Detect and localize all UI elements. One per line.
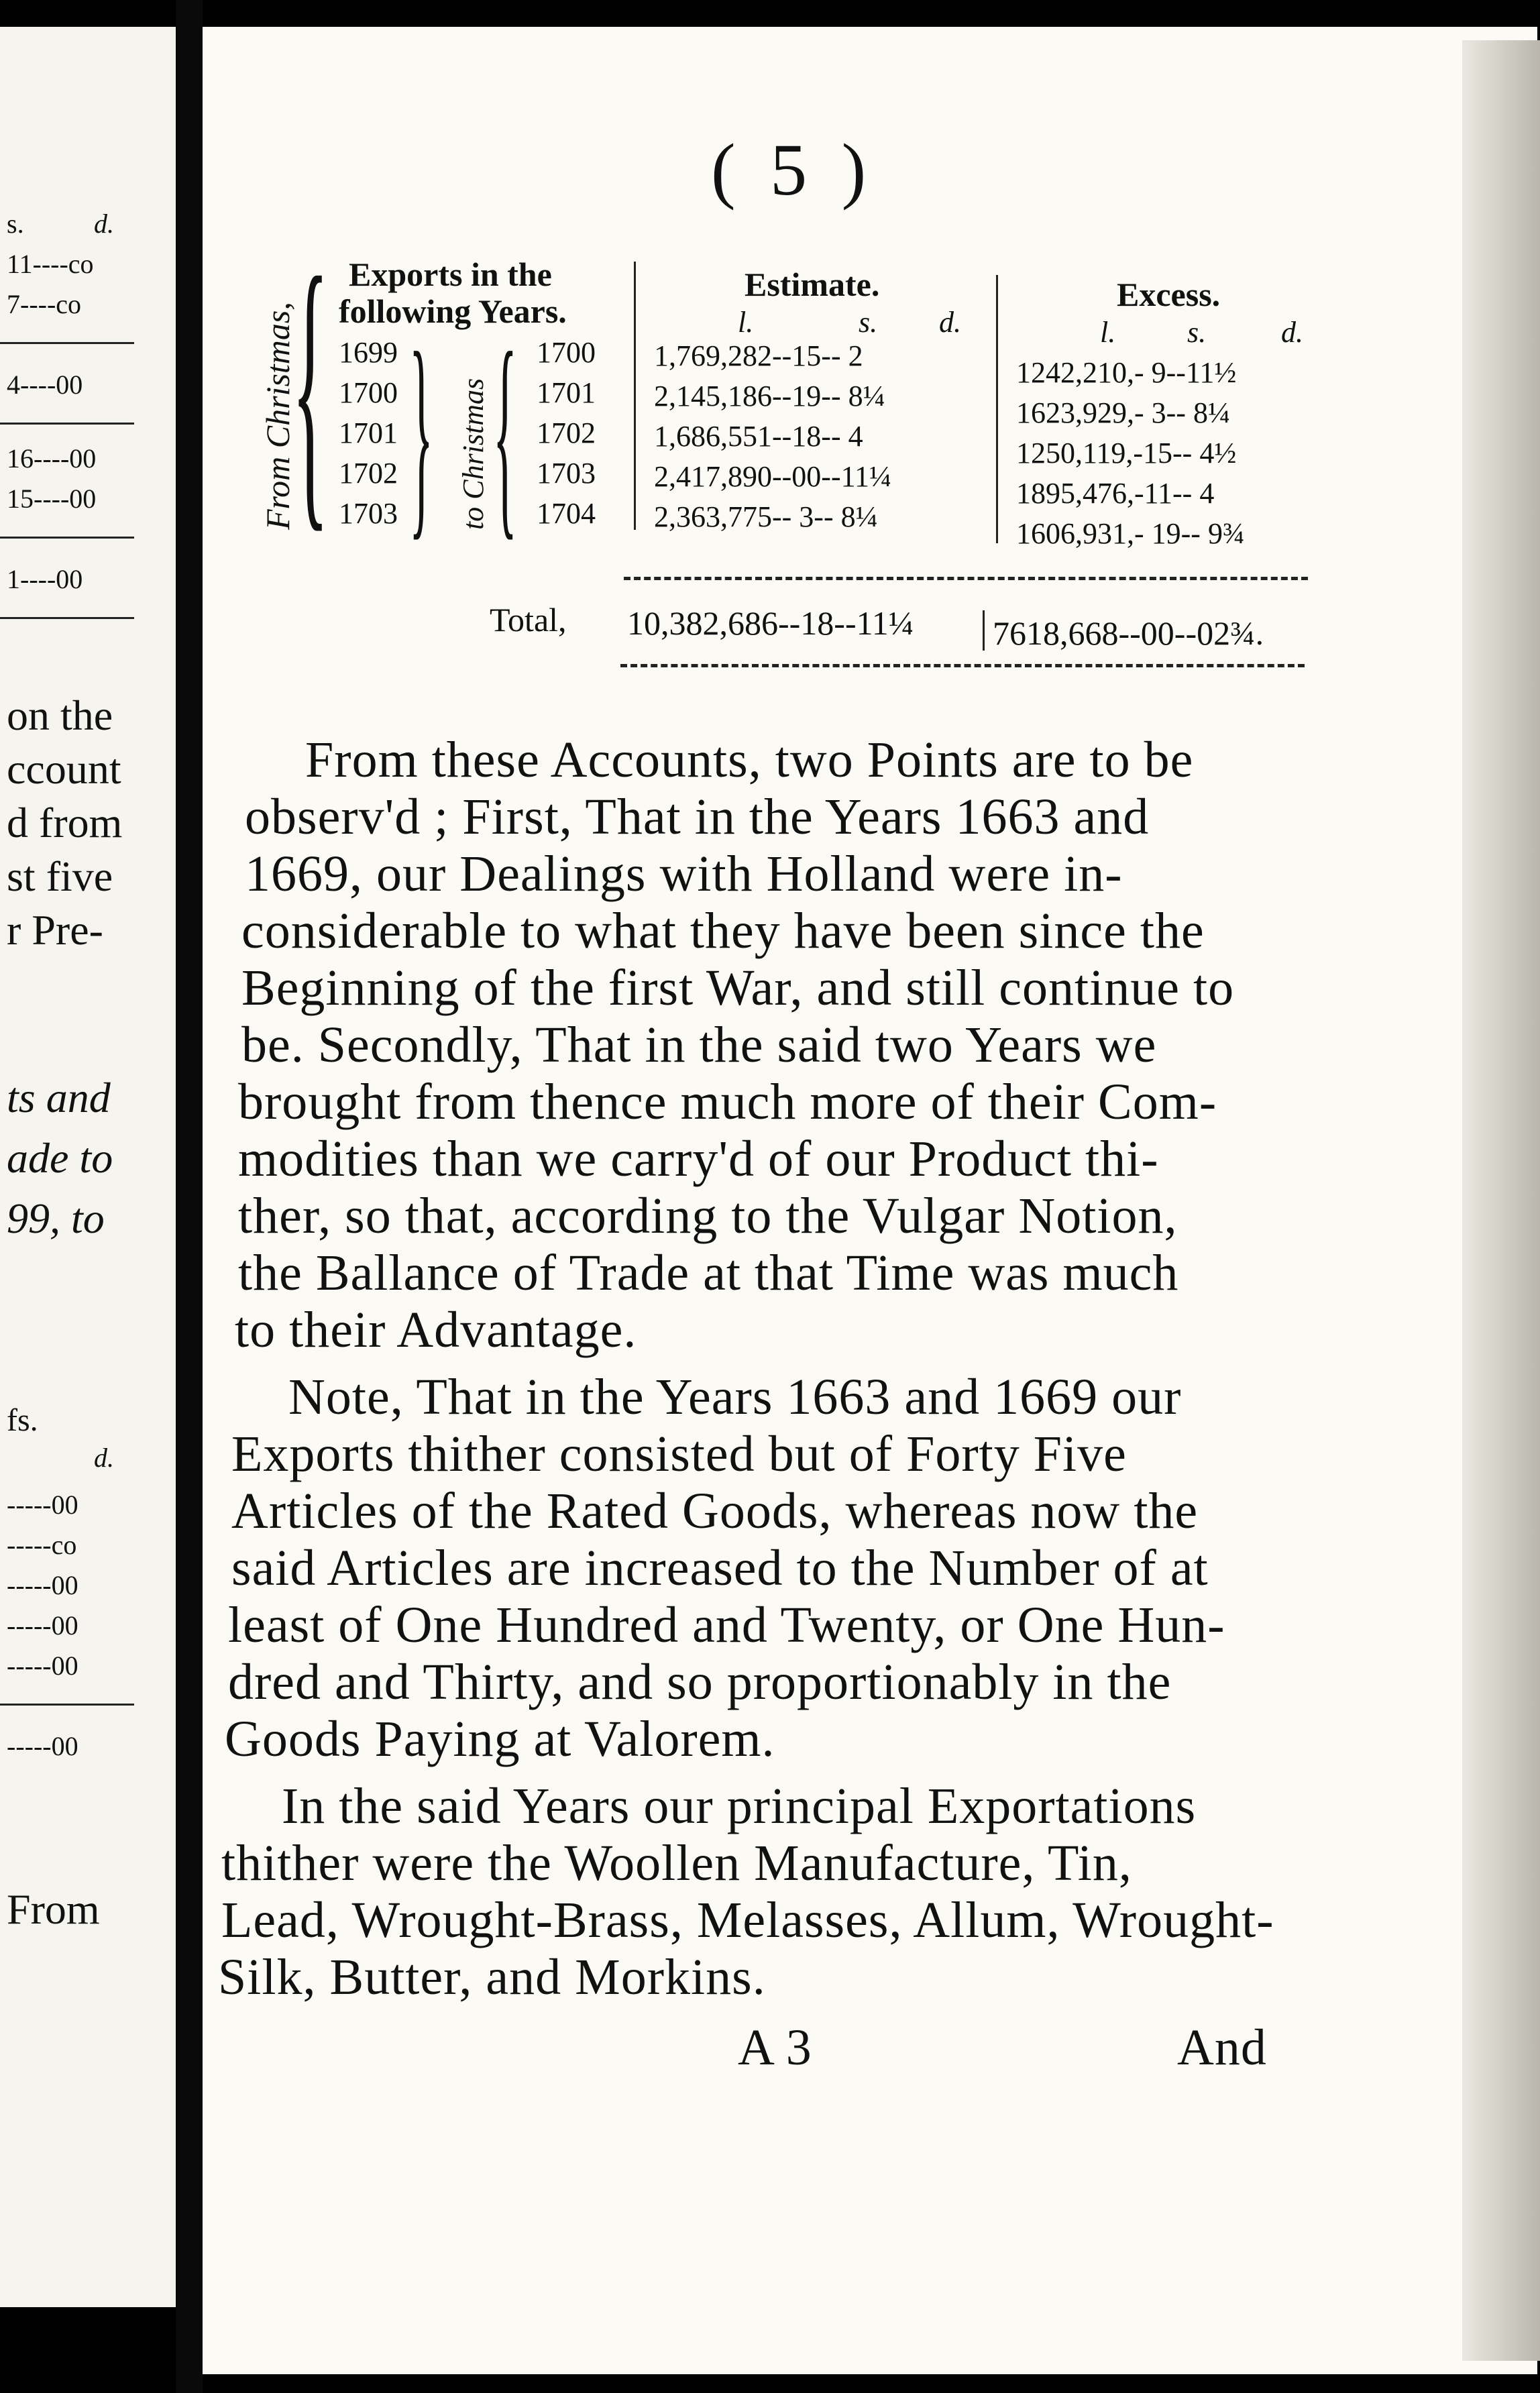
left-row: 11----co [7,249,94,279]
vertical-label-to: to Christmas [457,378,490,530]
paragraph-1-line: Beginning of the first War, and still continue to [241,960,1235,1016]
left-row: 1----00 [7,564,83,594]
left-text-line: d from [7,799,123,846]
year-to: 1702 [537,416,596,449]
paragraph-1-line: modities than we carry'd of our Product thi- [238,1131,1159,1187]
left-row: 16----00 [7,443,97,474]
excess-value: 1242,210,- 9--11½ [1016,356,1237,389]
left-row: -----00 [7,1610,78,1640]
middle-brace: } [409,306,433,559]
table-rule-above-total [624,577,1308,580]
total-estimate: 10,382,686--18--11¼ [627,604,914,642]
left-rule [0,537,134,539]
paragraph-1-line: From these Accounts, two Points are to be [305,732,1194,788]
year-to: 1700 [537,336,596,369]
left-row: -----00 [7,1651,78,1681]
left-header-s: s. [7,209,24,239]
vertical-label-from: From Christmas, [259,302,296,530]
estimate-value: 1,686,551--18-- 4 [654,420,863,453]
paragraph-1-line: be. Secondly, That in the said two Years we [241,1017,1157,1073]
paragraph-2-line: Goods Paying at Valorem. [225,1711,775,1767]
year-from: 1701 [339,416,398,449]
left-row: -----00 [7,1570,78,1600]
estimate-value: 2,363,775-- 3-- 8¼ [654,500,878,533]
left-text-line: ccount [7,745,121,793]
paragraph-1-line: the Ballance of Trade at that Time was much [238,1245,1179,1301]
excess-value: 1250,119,-15-- 4½ [1016,437,1237,469]
paragraph-1-line: observ'd ; First, That in the Years 1663 and [245,789,1150,845]
paragraph-2-line: Exports thither consisted but of Forty Five [231,1426,1127,1482]
left-rule [0,423,134,425]
left-header-d: d. [94,209,114,239]
paragraph-2-line: Note, That in the Years 1663 and 1669 our [288,1369,1182,1425]
paragraph-3-line: Lead, Wrought-Brass, Melasses, Allum, Wrought- [221,1892,1274,1948]
page-number: ( 5 ) [711,129,875,211]
left-row: -----00 [7,1731,78,1761]
year-to: 1701 [537,376,596,409]
total-excess: 7618,668--00--02¾. [993,614,1264,652]
left-from-word: From [7,1885,100,1933]
paragraph-3-line: thither were the Woollen Manufacture, Tin, [221,1835,1132,1891]
page-edge-shadow [1462,40,1540,2361]
excess-value: 1623,929,- 3-- 8¼ [1016,396,1230,429]
left-row: 4----00 [7,370,83,400]
estimate-value: 1,769,282--15-- 2 [654,339,863,372]
left-row: -----00 [7,1490,78,1520]
year-from: 1702 [339,457,398,490]
paragraph-2-line: dred and Thirty, and so proportionably in the [228,1654,1172,1710]
paragraph-1-line: ther, so that, according to the Vulgar Notion, [238,1188,1178,1244]
left-italic-line: ade to [7,1134,113,1182]
left-facing-page [0,27,176,2307]
excess-value: 1895,476,-11-- 4 [1016,477,1215,510]
left-rule [0,617,134,619]
exports-header-line1: Exports in the [349,256,552,293]
excess-unit-d: d. [1281,316,1303,349]
left-d-label: d. [94,1443,114,1473]
year-to: 1704 [537,497,596,530]
left-brace: { [292,215,329,557]
year-to: 1703 [537,457,596,490]
book-gutter [176,0,203,2393]
exports-header-line2: following Years. [339,292,567,330]
estimate-header: Estimate. [745,266,880,303]
left-text-line: st five [7,852,113,900]
table-column-rule [634,262,636,530]
estimate-unit-d: d. [939,306,961,339]
table-rule-below-total [620,664,1305,667]
right-brace: { [493,306,517,559]
total-label: Total, [490,601,567,638]
year-from: 1700 [339,376,398,409]
paragraph-3-line: In the said Years our principal Exportations [282,1778,1197,1834]
left-row: -----co [7,1530,77,1560]
left-row: 15----00 [7,484,97,514]
signature-mark: A 3 [738,2019,812,2076]
paragraph-1-line: 1669, our Dealings with Holland were in- [245,846,1123,902]
catchword: And [1177,2019,1267,2076]
estimate-unit-s: s. [859,306,878,339]
excess-header: Excess. [1117,276,1221,313]
left-row: 7----co [7,289,82,319]
excess-value: 1606,931,- 19-- 9¾ [1016,517,1245,550]
left-text-line: r Pre- [7,906,103,954]
paragraph-1-line: brought from thence much more of their Com- [238,1074,1217,1130]
left-rule [0,342,134,344]
year-from: 1699 [339,336,398,369]
estimate-unit-l: l. [738,306,754,339]
left-rule [0,1704,134,1706]
estimate-value: 2,145,186--19-- 8¼ [654,380,885,412]
paragraph-1-line: to their Advantage. [235,1302,637,1358]
excess-unit-l: l. [1100,316,1116,349]
left-italic-line: 99, to [7,1194,105,1242]
left-text-line: on the [7,691,113,739]
paragraph-2-line: least of One Hundred and Twenty, or One Hun- [228,1597,1225,1653]
estimate-value: 2,417,890--00--11¼ [654,460,891,493]
total-divider [983,610,985,651]
left-italic-line: ts and [7,1074,111,1121]
excess-unit-s: s. [1187,316,1207,349]
paragraph-1-line: considerable to what they have been since the [241,903,1205,959]
paragraph-2-line: Articles of the Rated Goods, whereas now the [231,1483,1199,1539]
table-column-rule [996,275,998,543]
year-from: 1703 [339,497,398,530]
paragraph-3-line: Silk, Butter, and Morkins. [218,1949,766,2005]
left-excess-label: fs. [7,1402,38,1438]
paragraph-2-line: said Articles are increased to the Number of at [231,1540,1209,1596]
